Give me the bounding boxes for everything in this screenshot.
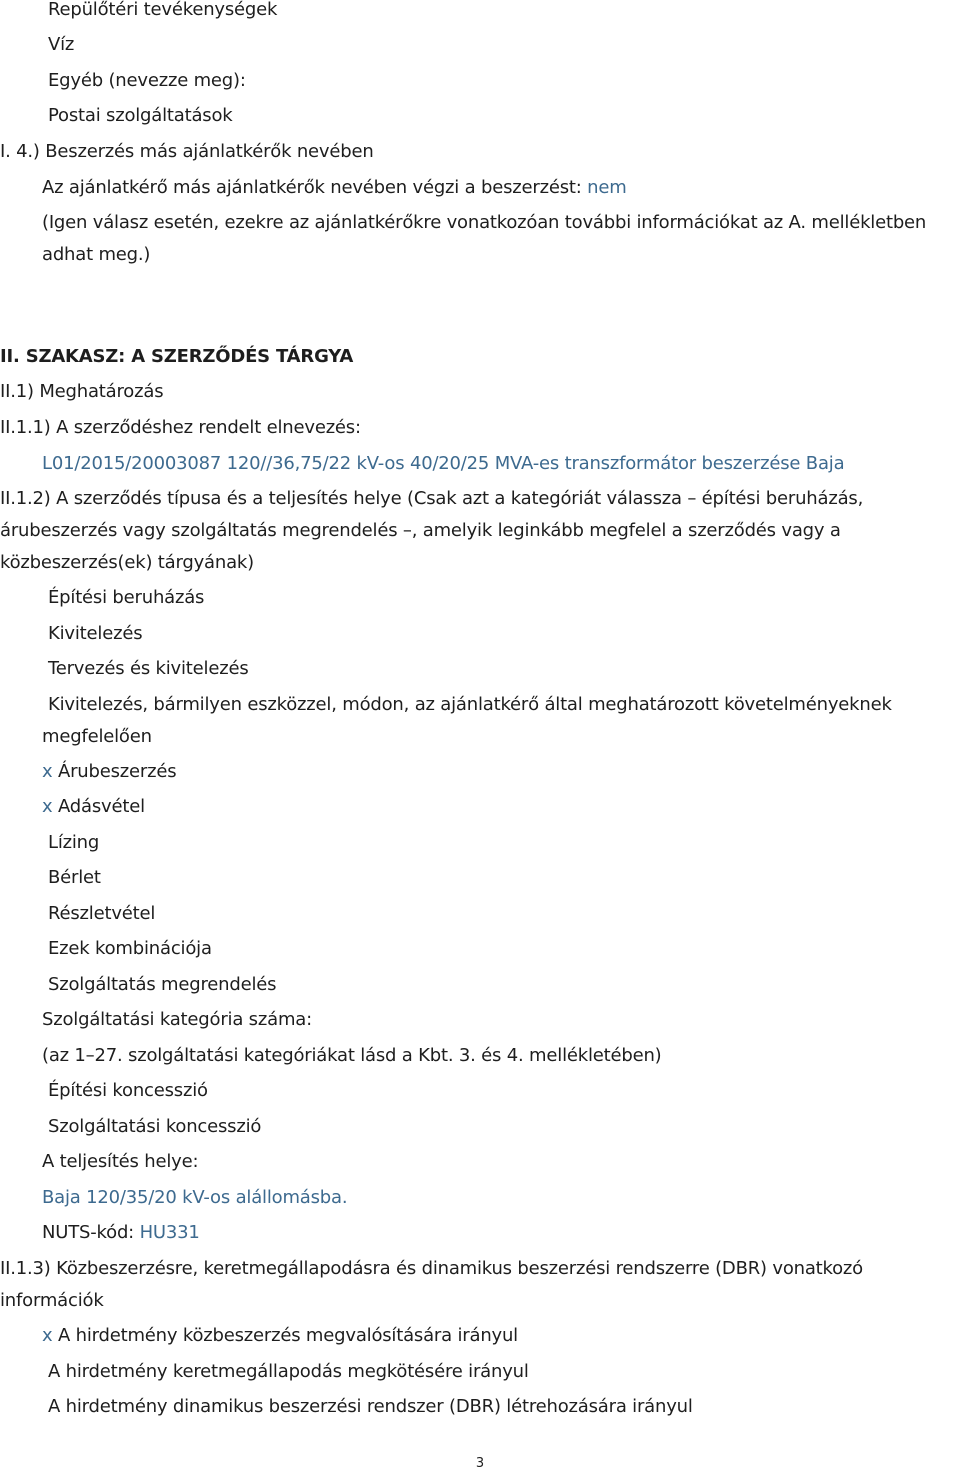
type-reszlet: Részletvétel [48, 903, 156, 924]
item-egyeb: Egyéb (nevezze meg): [48, 70, 246, 91]
item-repuloteri: Repülőtéri tevékenységek [48, 0, 278, 20]
ii13-option2: A hirdetmény keretmegállapodás megkötésére irányul [48, 1361, 529, 1382]
item-postai: Postai szolgáltatások [48, 105, 233, 126]
type-szolg-megr: Szolgáltatás megrendelés [48, 974, 277, 995]
section-ii1: II.1) Meghatározás [0, 381, 164, 402]
place-value: Baja 120/35/20 kV-os alállomásba. [42, 1187, 348, 1208]
item-viz: Víz [48, 34, 75, 55]
place-label: A teljesítés helye: [42, 1151, 199, 1172]
type-tervezes: Tervezés és kivitelezés [48, 658, 249, 679]
section-ii13-line2: információk [0, 1290, 104, 1311]
type-lizing: Lízing [48, 832, 100, 853]
type-kiv-barm-line2: megfelelően [42, 726, 152, 747]
section-i4-note-line1: (Igen válasz esetén, ezekre az ajánlatkérőkre vonatkozóan további információkat az A. mellékletben [42, 212, 927, 233]
type-szolg-konc: Szolgáltatási koncesszió [48, 1116, 262, 1137]
section-ii12-line3: közbeszerzés(ek) tárgyának) [0, 552, 254, 573]
type-kombinacio: Ezek kombinációja [48, 938, 212, 959]
nuts-value: HU331 [139, 1222, 200, 1243]
section-ii12-line1: II.1.2) A szerződés típusa és a teljesítés helye (Csak azt a kategóriát válassza – építési beruházás, [0, 488, 864, 509]
section-ii11: II.1.1) A szerződéshez rendelt elnevezés: [0, 417, 361, 438]
nuts-row [42, 1221, 200, 1245]
section-ii13-line1: II.1.3) Közbeszerzésre, keretmegállapodásra és dinamikus beszerzési rendszerre (DBR) vonatkozó [0, 1258, 863, 1279]
type-kiv-barm-line1: Kivitelezés, bármilyen eszközzel, módon, az ajánlatkérő által meghatározott követelményeknek [48, 694, 892, 715]
ii13-option1: A hirdetmény közbeszerzés megvalósítására irányul [57, 1325, 518, 1346]
type-adasvetel: Adásvétel [57, 796, 145, 817]
type-szolg-kat: Szolgáltatási kategória száma: [42, 1009, 312, 1030]
section-ii-heading: II. SZAKASZ: A SZERZŐDÉS TÁRGYA [0, 346, 354, 367]
answer-value: nem [587, 177, 627, 198]
type-arubeszerzes: Árubeszerzés [57, 761, 177, 782]
type-kivitelezes: Kivitelezés [48, 623, 143, 644]
type-epitesi: Építési beruházás [48, 587, 205, 608]
page-number: 3 [475, 1456, 485, 1471]
ii13-option1-row [42, 1324, 518, 1348]
section-i4-title: I. 4.) Beszerzés más ajánlatkérők nevében [0, 141, 374, 162]
type-berlet: Bérlet [48, 867, 101, 888]
question-text: Az ajánlatkérő más ajánlatkérők nevében végzi a beszerzést: [42, 177, 582, 198]
section-ii12-line2: árubeszerzés vagy szolgáltatás megrendelés –, amelyik leginkább megfelel a szerződés vagy a [0, 520, 841, 541]
checked-mark: x [42, 1325, 53, 1346]
checked-mark: x [42, 796, 53, 817]
nuts-label: NUTS-kód: [42, 1222, 135, 1243]
type-adasvetel-row [42, 795, 145, 819]
contract-name-value: L01/2015/20003087 120//36,75/22 kV-os 40/20/25 MVA-es transzformátor beszerzése Baja [42, 453, 845, 474]
checked-mark: x [42, 761, 53, 782]
type-szolg-kat-note: (az 1–27. szolgáltatási kategóriákat lásd a Kbt. 3. és 4. mellékletében) [42, 1045, 662, 1066]
section-i4-note-line2: adhat meg.) [42, 244, 151, 265]
type-arubeszerzes-row [42, 760, 176, 784]
section-i4-question [42, 176, 627, 200]
ii13-option3: A hirdetmény dinamikus beszerzési rendszer (DBR) létrehozására irányul [48, 1396, 693, 1417]
type-epitesi-konc: Építési koncesszió [48, 1080, 208, 1101]
